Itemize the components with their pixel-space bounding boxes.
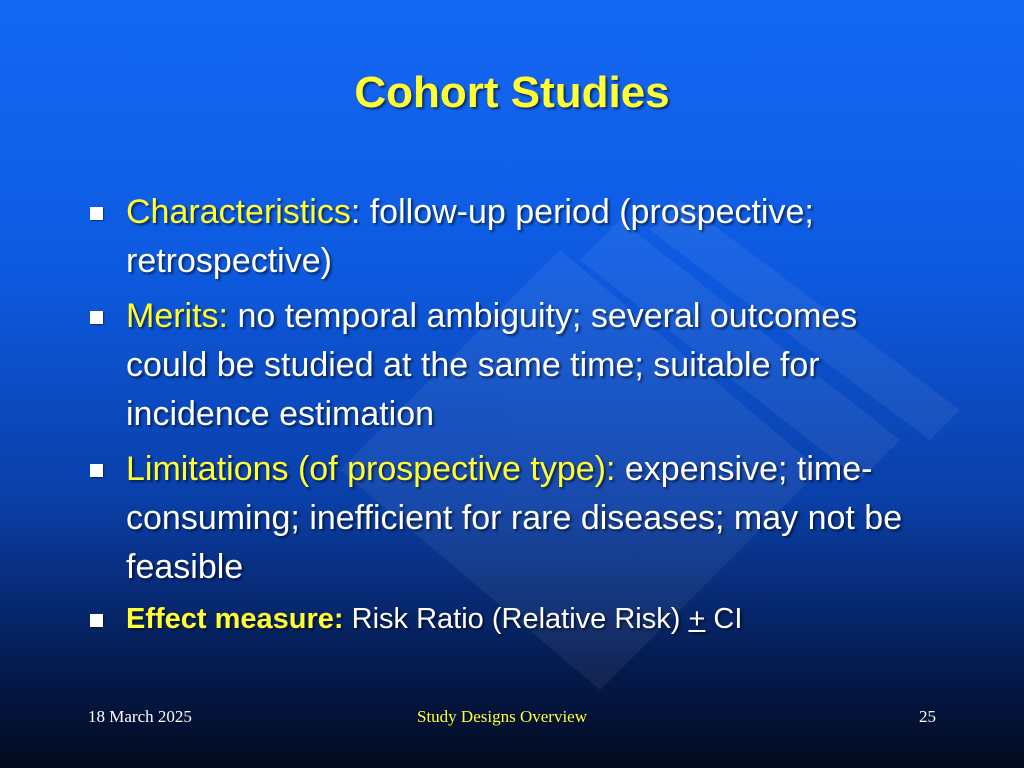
bullet-label: Effect measure:: [126, 603, 344, 635]
bullet-text-suffix: CI: [705, 603, 743, 635]
footer-title: Study Designs Overview: [417, 707, 587, 726]
bullet-merits: [88, 292, 948, 439]
bullet-text: no temporal ambiguity; several outcomes could be studied at the same time; suitable for incidence estimation: [126, 297, 858, 433]
slide-number: 25: [919, 707, 936, 726]
bullet-text: expensive; time-consuming; inefficient for rare diseases; may not be feasible: [126, 450, 903, 586]
plus-minus-symbol: +: [688, 603, 706, 635]
bullet-characteristics: [88, 188, 948, 286]
bullet-label: Limitations (of prospective type):: [126, 450, 616, 488]
square-bullet-icon: [90, 207, 103, 220]
square-bullet-icon: [90, 311, 103, 324]
slide-title: Cohort Studies: [354, 68, 670, 117]
square-bullet-icon: [90, 614, 103, 627]
bullet-limitations: [88, 445, 948, 592]
bullet-effect-measure: [88, 598, 948, 640]
bullet-text: : follow-up period (prospective; retrospective): [126, 193, 814, 280]
bullet-list: [88, 188, 948, 646]
bullet-label: Merits:: [126, 297, 228, 335]
square-bullet-icon: [90, 464, 103, 477]
footer-date: 18 March 2025: [88, 707, 192, 726]
bullet-text: Risk Ratio (Relative Risk): [343, 603, 689, 635]
bullet-label: Characteristics: [126, 193, 351, 231]
